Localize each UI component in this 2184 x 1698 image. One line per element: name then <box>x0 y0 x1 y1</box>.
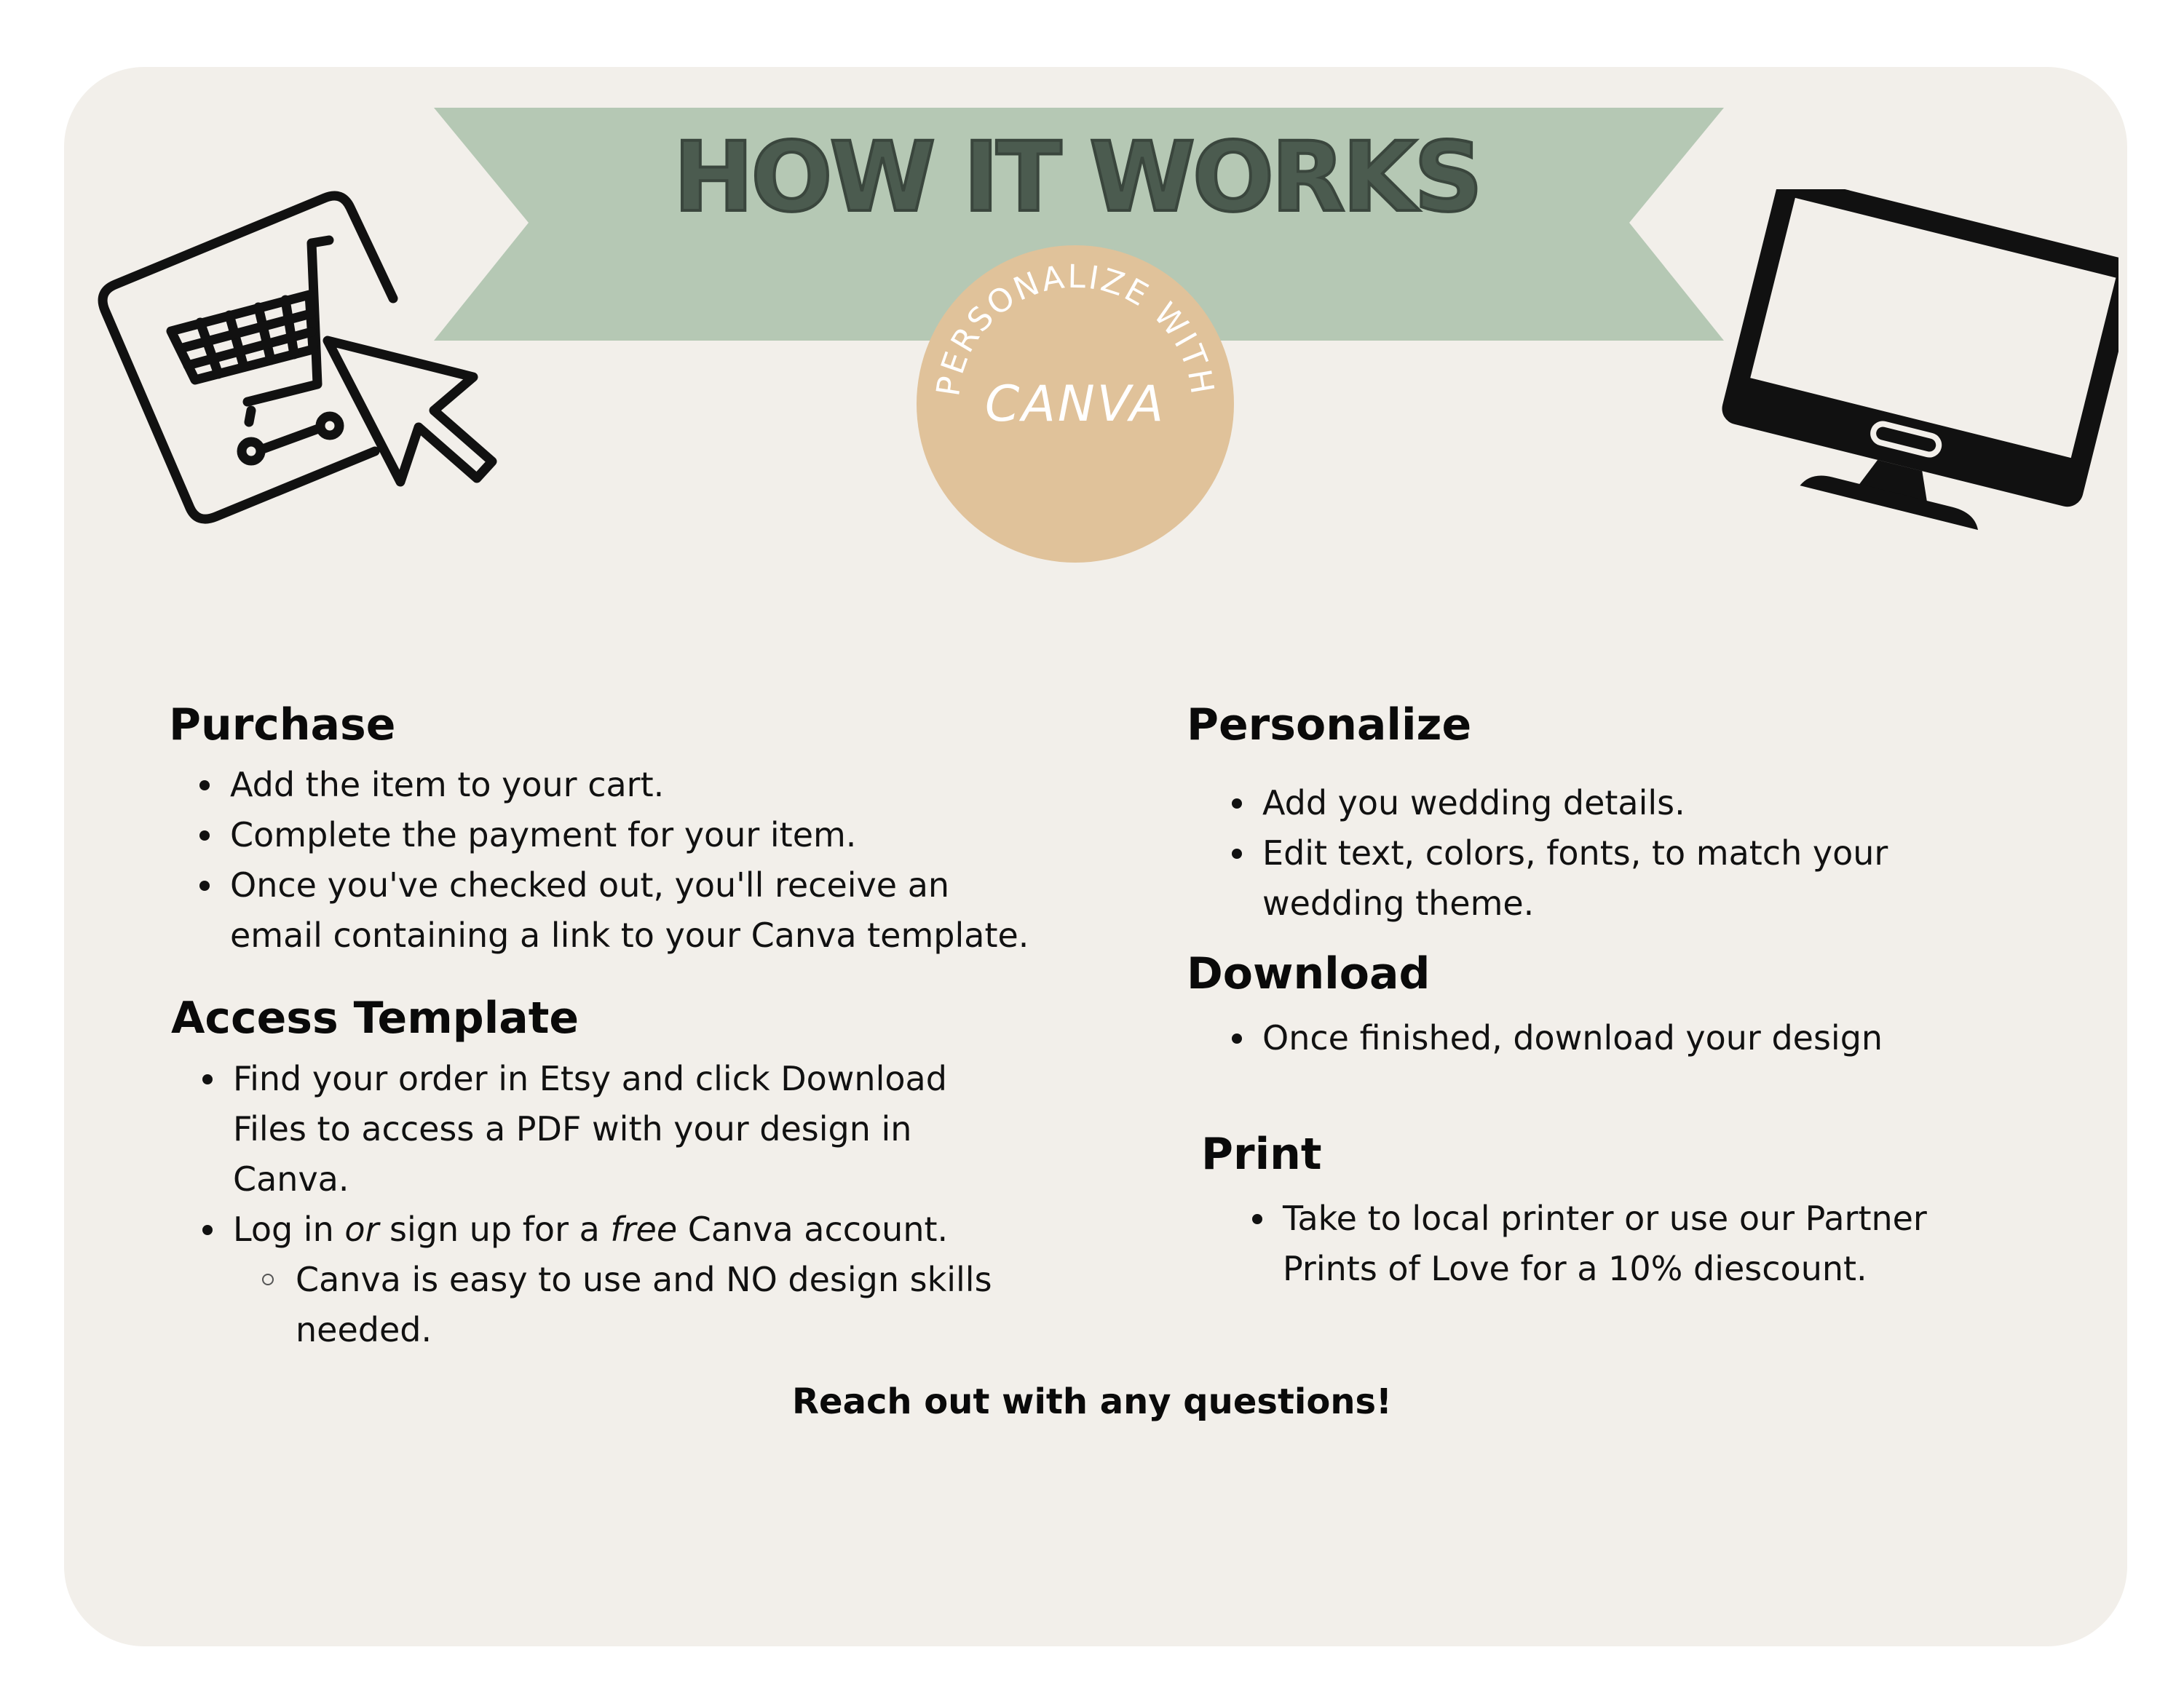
list-item: Take to local printer or use our Partner Prints of Love for a 10% diescount. <box>1251 1194 2088 1294</box>
desktop-monitor-icon <box>1696 189 2118 553</box>
print-list <box>1251 1194 2088 1294</box>
list-item: Complete the payment for your item. <box>198 810 1144 860</box>
personalize-list <box>1230 778 2068 929</box>
purchase-list <box>198 760 1144 961</box>
personalize-heading: Personalize <box>1187 699 1472 750</box>
list-item: Once finished, download your design <box>1230 1013 2068 1063</box>
list-item: Add the item to your cart. <box>198 760 1144 810</box>
badge-arc-text: PERSONALIZE WITH <box>930 258 1222 399</box>
page-title: HOW IT WORKS <box>673 122 1481 234</box>
list-item: Once you've checked out, you'll receive an email containing a link to your Canva template. <box>198 860 1144 961</box>
badge-text: CANVA <box>984 376 1166 433</box>
sub-list-item: Canva is easy to use and NO design skills needed. <box>201 1255 1147 1355</box>
list-item: Edit text, colors, fonts, to match your wedding theme. <box>1230 828 2068 929</box>
list-item: Add you wedding details. <box>1230 778 2068 828</box>
shopping-cart-cursor-icon <box>87 182 510 546</box>
footer-note: Reach out with any questions! <box>792 1381 1392 1422</box>
access-template-list <box>201 1054 1147 1355</box>
print-heading: Print <box>1201 1129 1322 1180</box>
access-template-heading: Access Template <box>171 993 579 1044</box>
download-list <box>1230 1013 2068 1063</box>
list-item: Log in or sign up for a free Canva account. <box>201 1205 1147 1255</box>
list-item: Find your order in Etsy and click Download Files to access a PDF with your design in Canva. <box>201 1054 1147 1205</box>
purchase-heading: Purchase <box>169 699 396 750</box>
download-heading: Download <box>1187 948 1431 999</box>
